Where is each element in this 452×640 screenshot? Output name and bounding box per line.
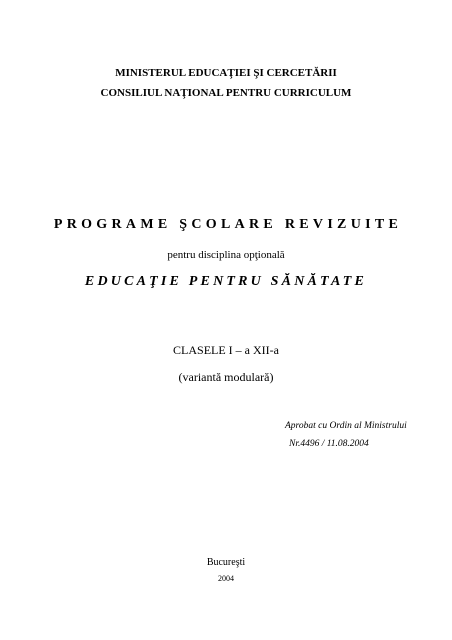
approval-order: Aprobat cu Ordin al Ministrului	[285, 421, 407, 431]
council-name: CONSILIUL NAŢIONAL PENTRU CURRICULUM	[100, 87, 352, 99]
discipline-title: EDUCAŢIE PENTRU SĂNĂTATE	[84, 274, 368, 289]
grade-range: CLASELE I – a XII-a	[173, 343, 279, 357]
document-title: PROGRAME ŞCOLARE REVIZUITE	[53, 217, 403, 232]
document-subtitle: pentru disciplina opţională	[167, 249, 285, 261]
approval-number: Nr.4496 / 11.08.2004	[289, 439, 369, 449]
publication-city: Bucureşti	[206, 557, 246, 568]
publication-year: 2004	[218, 574, 234, 583]
ministry-name: MINISTERUL EDUCAŢIEI ŞI CERCETĂRII	[115, 67, 337, 79]
variant-note: (variantă modulară)	[178, 370, 274, 384]
